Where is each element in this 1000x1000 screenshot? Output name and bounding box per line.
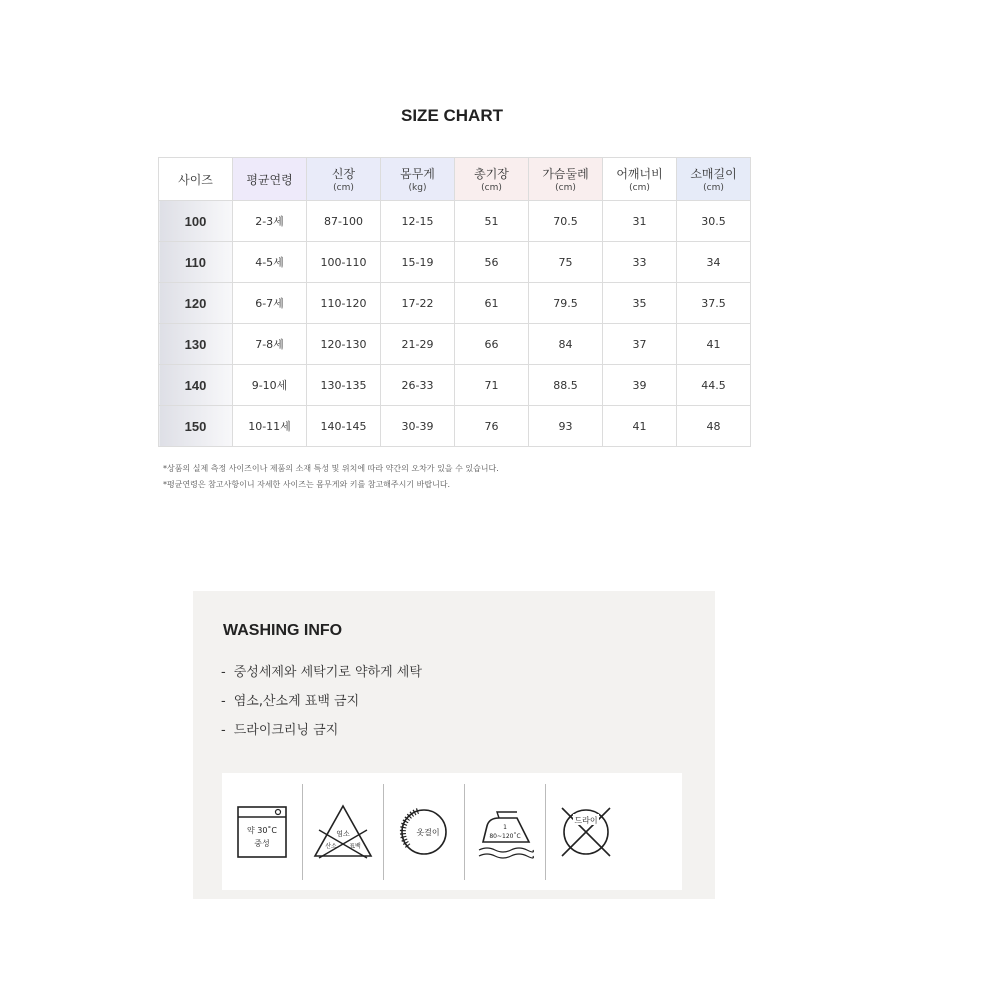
table-cell: 26-33 [381, 365, 455, 406]
svg-text:옷걸이: 옷걸이 [416, 827, 440, 837]
table-cell: 130-135 [307, 365, 381, 406]
table-cell: 31 [603, 201, 677, 242]
table-cell: 7-8세 [233, 324, 307, 365]
svg-text:1: 1 [503, 823, 507, 831]
table-cell: 15-19 [381, 242, 455, 283]
size-chart-table [158, 157, 751, 447]
table-cell: 34 [677, 242, 751, 283]
table-cell: 88.5 [529, 365, 603, 406]
table-cell: 41 [603, 406, 677, 447]
table-cell: 44.5 [677, 365, 751, 406]
size-notes [163, 461, 499, 493]
table-cell: 17-22 [381, 283, 455, 324]
table-cell: 110-120 [307, 283, 381, 324]
table-row [159, 201, 751, 242]
size-cell: 110 [159, 242, 233, 283]
size-cell: 150 [159, 406, 233, 447]
table-cell: 140-145 [307, 406, 381, 447]
table-cell: 2-3세 [233, 201, 307, 242]
table-cell: 93 [529, 406, 603, 447]
table-cell: 37.5 [677, 283, 751, 324]
instruction-item: - 드라이크리닝 금지 [221, 723, 339, 738]
table-cell: 76 [455, 406, 529, 447]
size-cell: 100 [159, 201, 233, 242]
size-cell: 140 [159, 365, 233, 406]
note-line: *상품의 실제 측정 사이즈이나 제품의 소재 특성 및 위치에 따라 약간의 오차가 있을 수 있습니다. [163, 464, 499, 473]
table-row [159, 406, 751, 447]
table-row [159, 324, 751, 365]
table-cell: 10-11세 [233, 406, 307, 447]
svg-text:표백: 표백 [349, 842, 361, 850]
table-row [159, 365, 751, 406]
table-row [159, 283, 751, 324]
header-row [159, 158, 751, 201]
table-cell: 12-15 [381, 201, 455, 242]
washing-instructions [221, 663, 422, 750]
header-height: 신장 (cm) [307, 158, 381, 201]
wash-30-neutral-icon [222, 784, 303, 880]
svg-text:염소: 염소 [336, 829, 350, 838]
no-bleach-icon [303, 784, 384, 880]
header-sleeve: 소매길이 (cm) [677, 158, 751, 201]
table-row [159, 242, 751, 283]
svg-text:중성: 중성 [254, 838, 270, 848]
table-cell: 30-39 [381, 406, 455, 447]
table-cell: 79.5 [529, 283, 603, 324]
size-cell: 120 [159, 283, 233, 324]
header-shoulder: 어깨너비 (cm) [603, 158, 677, 201]
table-cell: 75 [529, 242, 603, 283]
table-cell: 9-10세 [233, 365, 307, 406]
table-cell: 71 [455, 365, 529, 406]
table-cell: 84 [529, 324, 603, 365]
instruction-item: - 염소,산소계 표백 금지 [221, 694, 360, 709]
svg-text:약 30˚C: 약 30˚C [246, 825, 278, 835]
table-cell: 6-7세 [233, 283, 307, 324]
table-cell: 100-110 [307, 242, 381, 283]
table-cell: 51 [455, 201, 529, 242]
note-line: *평균연령은 참고사항이니 자세한 사이즈는 몸무게와 키를 참고해주시기 바랍니다. [163, 480, 451, 489]
table-cell: 37 [603, 324, 677, 365]
table-cell: 21-29 [381, 324, 455, 365]
size-chart-title: SIZE CHART [401, 106, 503, 125]
table-cell: 120-130 [307, 324, 381, 365]
table-cell: 70.5 [529, 201, 603, 242]
table-cell: 35 [603, 283, 677, 324]
table-cell: 87-100 [307, 201, 381, 242]
shade-dry-icon [384, 784, 465, 880]
header-chest: 가슴둘레 (cm) [529, 158, 603, 201]
svg-text:산소: 산소 [325, 842, 337, 850]
table-cell: 66 [455, 324, 529, 365]
no-dry-clean-icon [546, 784, 626, 880]
table-cell: 39 [603, 365, 677, 406]
table-cell: 41 [677, 324, 751, 365]
washing-info-panel [193, 591, 715, 899]
iron-icon [465, 784, 546, 880]
table-cell: 33 [603, 242, 677, 283]
header-age: 평균연령 [233, 158, 307, 201]
svg-text:80~120˚C: 80~120˚C [489, 832, 521, 840]
table-cell: 61 [455, 283, 529, 324]
svg-text:드라이: 드라이 [574, 815, 598, 825]
table-cell: 56 [455, 242, 529, 283]
instruction-item: - 중성세제와 세탁기로 약하게 세탁 [221, 665, 422, 680]
table-cell: 30.5 [677, 201, 751, 242]
size-cell: 130 [159, 324, 233, 365]
header-length: 총기장 (cm) [455, 158, 529, 201]
header-size: 사이즈 [159, 158, 233, 201]
table-cell: 48 [677, 406, 751, 447]
header-weight: 몸무게 (kg) [381, 158, 455, 201]
care-symbols [222, 773, 682, 890]
washing-info-title: WASHING INFO [223, 622, 343, 639]
table-cell: 4-5세 [233, 242, 307, 283]
